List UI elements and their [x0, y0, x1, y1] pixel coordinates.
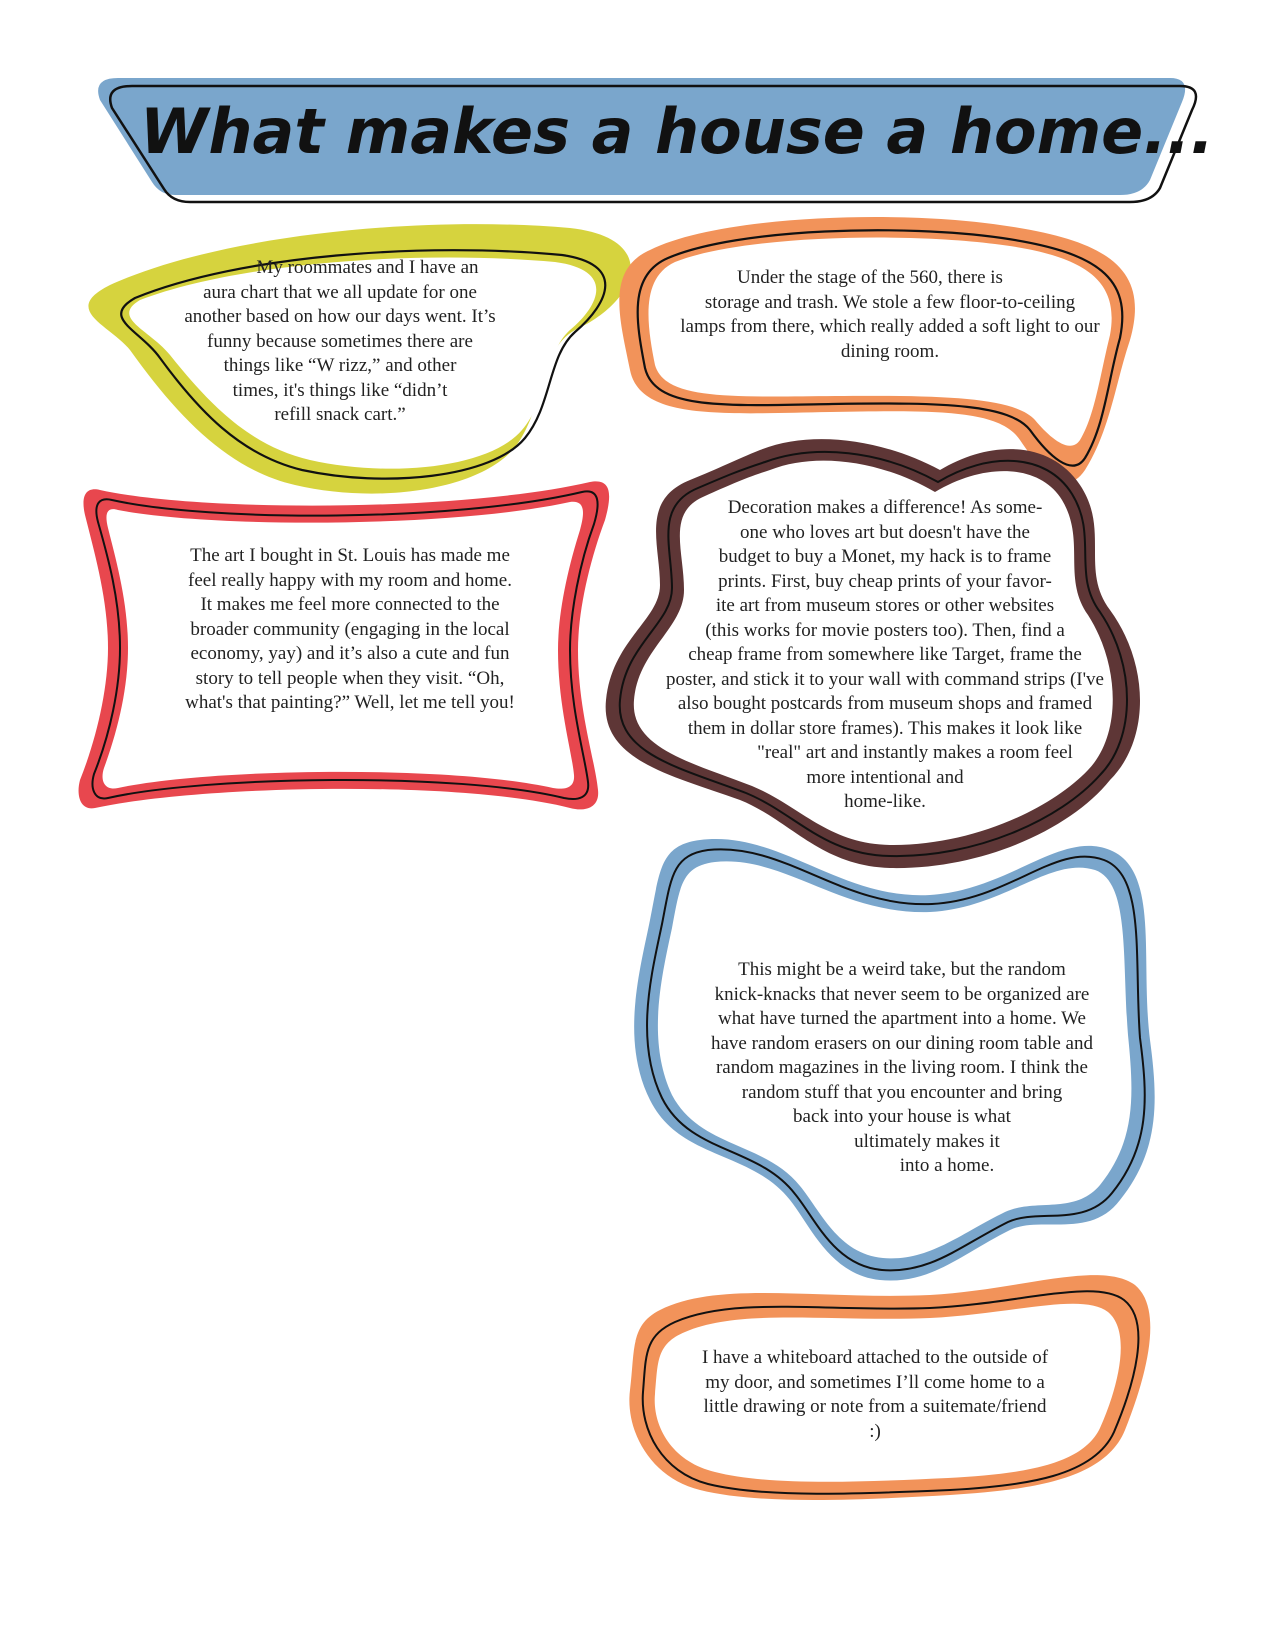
orange-top-bubble-text: [660, 266, 1120, 364]
text-line: broader community (engaging in the local: [190, 618, 510, 640]
text-line: random magazines in the living room. I think the: [715, 1057, 1088, 1078]
text-line: storage and trash. We stole a few floor-to-ceiling: [704, 291, 1076, 313]
text-line: another based on how our days went. It’s: [184, 306, 496, 327]
text-line: random stuff that you encounter and bring: [741, 1081, 1063, 1103]
text-line: feel really happy with my room and home.: [188, 569, 512, 591]
text-line: ultimately makes it: [854, 1130, 1000, 1152]
text-line: "real" art and instantly makes a room feel: [757, 742, 1073, 763]
text-line: I have a whiteboard attached to the outside of: [701, 1347, 1049, 1368]
text-line: budget to buy a Monet, my hack is to frame: [718, 546, 1052, 567]
blue-bubble-text: [672, 958, 1132, 1179]
text-line: funny because sometimes there are: [207, 330, 473, 352]
text-line: aura chart that we all update for one: [203, 281, 477, 303]
page-title: What makes a house a home...: [140, 95, 1214, 168]
text-line: what have turned the apartment into a home. We: [718, 1008, 1086, 1029]
text-line: economy, yay) and it’s also a cute and fun: [190, 643, 510, 664]
text-line: more intentional and: [806, 766, 964, 788]
text-line: have random erasers on our dining room table and: [711, 1032, 1093, 1054]
orange-bottom-bubble-text: [660, 1346, 1090, 1444]
text-line: story to tell people when they visit. “Oh,: [195, 667, 505, 689]
text-line: my door, and sometimes I’ll come home to a: [705, 1371, 1045, 1393]
text-line: little drawing or note from a suitemate/friend: [703, 1396, 1047, 1417]
text-line: This might be a weird take, but the random: [738, 959, 1066, 980]
text-line: things like “W rizz,” and other: [223, 355, 457, 376]
text-line: It makes me feel more connected to the: [200, 594, 500, 615]
text-line: what's that painting?” Well, let me tell you!: [185, 692, 515, 713]
text-line: prints. First, buy cheap prints of your favor-: [718, 570, 1052, 592]
text-line: lamps from there, which really added a soft light to our: [680, 316, 1100, 337]
text-line: one who loves art but doesn't have the: [740, 521, 1030, 543]
text-line: poster, and stick it to your wall with command strips (I've: [665, 668, 1104, 690]
text-line: Decoration makes a difference! As some-: [727, 497, 1043, 518]
text-line: Under the stage of the 560, there is: [737, 267, 1003, 288]
text-line: refill snack cart.”: [274, 404, 406, 425]
text-line: also bought postcards from museum shops and framed: [677, 693, 1093, 714]
text-line: dining room.: [840, 340, 940, 362]
text-line: The art I bought in St. Louis has made me: [190, 545, 510, 566]
text-line: back into your house is what: [793, 1106, 1011, 1127]
yellow-bubble-text: [140, 256, 540, 428]
text-line: :): [869, 1420, 881, 1442]
text-line: them in dollar store frames). This makes it look like: [687, 717, 1083, 739]
text-line: My roommates and I have an: [256, 257, 479, 278]
brown-bubble-text: [630, 496, 1140, 815]
text-line: knick-knacks that never seem to be organized are: [714, 983, 1090, 1005]
text-line: ite art from museum stores or other websites: [715, 595, 1055, 616]
text-line: cheap frame from somewhere like Target, frame the: [688, 644, 1082, 665]
red-bubble-text: [160, 544, 540, 716]
text-line: (this works for movie posters too). Then, find a: [705, 619, 1065, 641]
text-line: into a home.: [899, 1155, 995, 1176]
text-line: home-like.: [844, 791, 926, 812]
text-line: times, it's things like “didn’t: [232, 379, 448, 401]
